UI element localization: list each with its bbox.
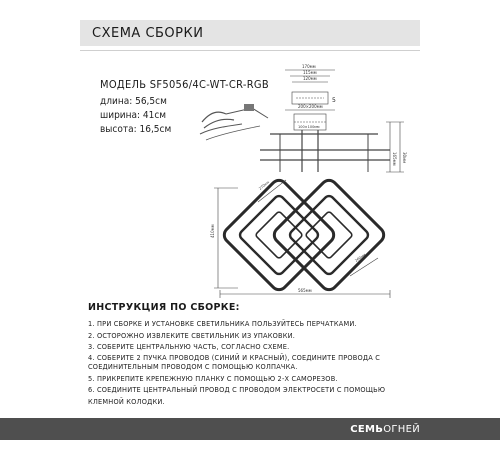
top-view — [260, 70, 404, 172]
divider — [80, 50, 420, 51]
dim-diag2: 260мм — [354, 252, 367, 263]
dim-left: 410мм — [210, 224, 215, 238]
assembly-diagram — [190, 62, 420, 300]
callout-number: 5 — [332, 97, 336, 104]
dim-mid: 200×200мм — [298, 104, 323, 109]
page-title: СХЕМА СБОРКИ — [92, 25, 204, 41]
instruction-step-2: 2. ОСТОРОЖНО ИЗВЛЕКИТЕ СВЕТИЛЬНИК ИЗ УПАКОВКИ. — [88, 331, 296, 340]
title-bar — [80, 20, 420, 46]
brand-bold: СЕМЬ — [350, 423, 384, 435]
spec-length: длина: 56,5см — [100, 96, 167, 107]
spec-width: ширина: 41см — [100, 110, 167, 121]
dim-top2: 115мм — [303, 70, 317, 75]
instruction-step-1: 1. ПРИ СБОРКЕ И УСТАНОВКЕ СВЕТИЛЬНИКА ПОЛЬЗУЙТЕСЬ ПЕРЧАТКАМИ. — [88, 320, 357, 328]
spec-height: высота: 16,5см — [100, 124, 172, 135]
footer-bar — [0, 418, 500, 440]
dim-top3: 120мм — [303, 76, 317, 81]
instructions-title: ИНСТРУКЦИЯ ПО СБОРКЕ: — [88, 302, 240, 313]
dim-right1: 165мм — [392, 152, 397, 166]
dim-diag1: 270мм — [258, 180, 271, 191]
instruction-step-5: 5. ПРИКРЕПИТЕ КРЕПЕЖНУЮ ПЛАНКУ С ПОМОЩЬЮ 2-Х САМОРЕЗОВ. — [88, 374, 338, 383]
instruction-step-4: 4. СОБЕРИТЕ 2 ПУЧКА ПРОВОДОВ (СИНИЙ И КРАСНЫЙ), СОЕДИНИТЕ ПРОВОДА С СОЕДИНИТЕЛЬНЫМ ПРОВОДОМ С ПОМОЩЬЮ КОЛПАЧКА. — [88, 353, 381, 371]
model-name: МОДЕЛЬ SF5056/4C-WT-CR-RGB — [100, 78, 269, 91]
dim-bottom: 565мм — [298, 288, 312, 293]
instruction-step-6: 6. СОЕДИНИТЕ ЦЕНТРАЛЬНЫЙ ПРОВОД С ПРОВОДОМ ЭЛЕКТРОСЕТИ С ПОМОЩЬЮ КЛЕМНОЙ КОЛОДКИ. — [88, 386, 386, 406]
wires-illustration — [200, 104, 268, 140]
dim-right2: 30мм — [402, 152, 407, 164]
dim-inner: 100×100мм — [298, 125, 320, 129]
instruction-step-3: 3. СОБЕРИТЕ ЦЕНТРАЛЬНУЮ ЧАСТЬ, СОГЛАСНО СХЕМЕ. — [88, 343, 290, 351]
instructions-block — [88, 302, 418, 408]
fixture-outline — [221, 177, 387, 293]
brand-logo — [350, 424, 420, 435]
brand-light: ОГНЕЙ — [383, 423, 420, 435]
dim-top1: 170мм — [302, 64, 316, 69]
